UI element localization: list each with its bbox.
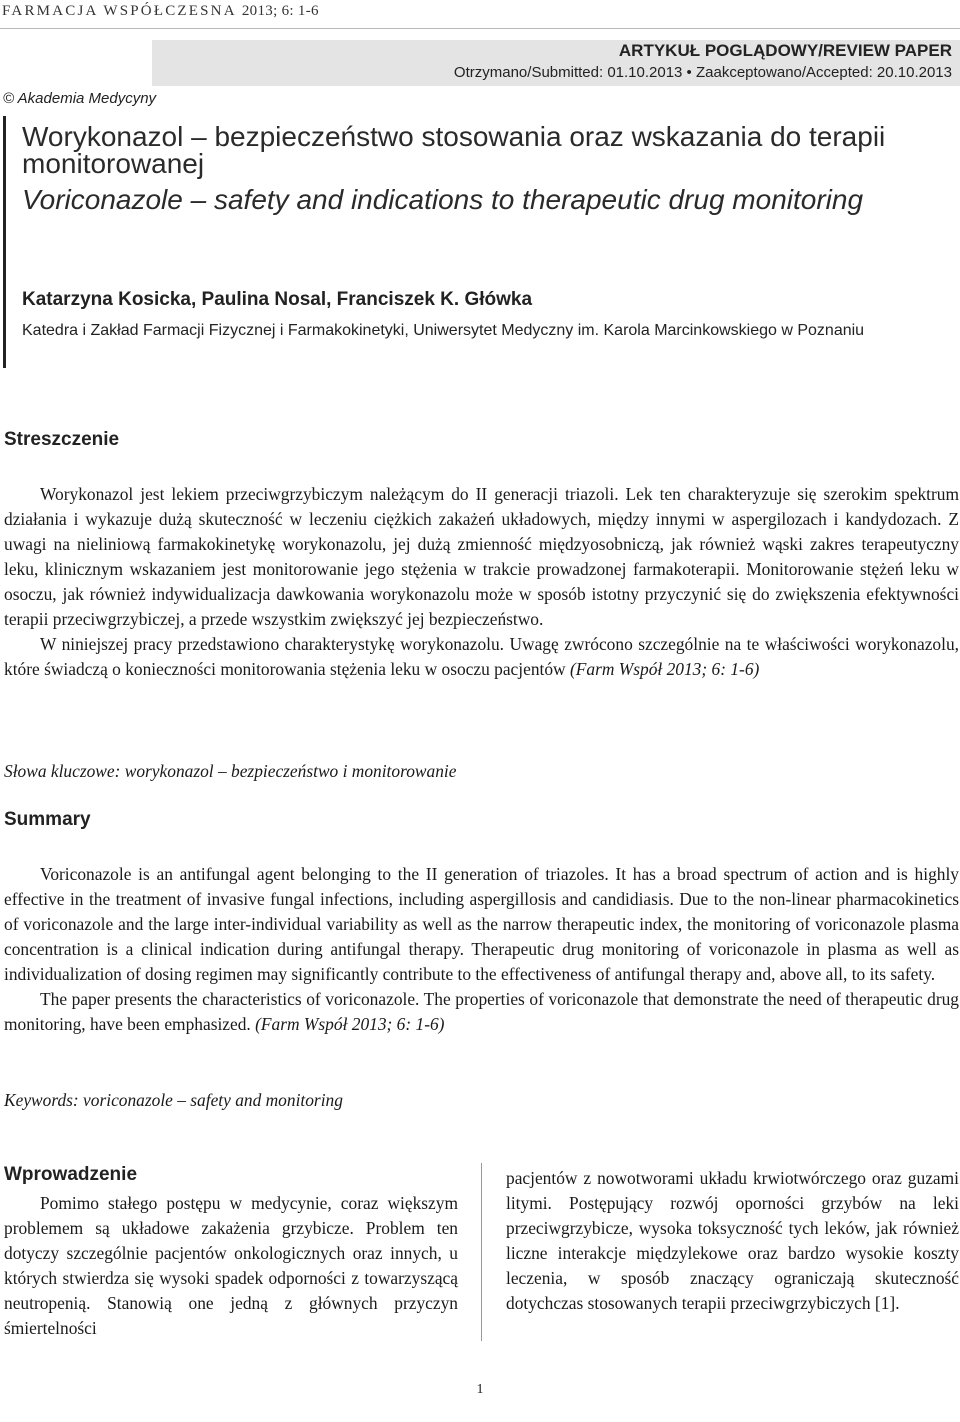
journal-issue: 2013; 6: 1-6	[241, 3, 319, 19]
column-divider	[481, 1163, 482, 1341]
wprowadzenie-left-text: Pomimo stałego postępu w medycynie, coraz większym problemem są układowe zakażenia grzybicze. Problem ten dotyczy szczególnie pacjentów onkologicznych oraz innych, u których stwierdza się wysoki spadek odporności z towarzyszącą neutropenią. Stanowią one jedną z głównych przyczyn śmiertelności	[4, 1193, 458, 1338]
streszczenie-paragraph-2-text: W niniejszej pracy przedstawiono charakterystykę worykonazolu. Uwagę zwrócono szczególnie na te właściwości worykonazolu, które świadczą o konieczności monitorowania stężenia leku w osoczu pacjentów	[4, 634, 959, 679]
journal-name: FARMACJA WSPÓŁCZESNA	[2, 3, 236, 19]
summary-paragraph-1: Voriconazole is an antifungal agent belonging to the II generation of triazoles. It has a broad spectrum of action and is highly effective in the treatment of invasive fungal infections, including aspergillosis and candidiasis. Due to the non-linear pharmacokinetics of voriconazole and the large inter-individual variability as well as the narrow therapeutic index, the monitoring of voriconazole plasma concentration is a clinical indication during antifungal therapy. Therapeutic drug monitoring of voriconazole in plasma as well as individualization of dosing regimen may significantly contribute to the effectiveness of antifungal therapy and, above all, to its safety.	[4, 864, 959, 984]
header-divider	[0, 28, 960, 29]
journal-title	[2, 3, 319, 20]
streszczenie-paragraph-1: Worykonazol jest lekiem przeciwgrzybiczym należącym do II generacji triazoli. Lek ten charakteryzuje się szerokim spektrum działania i wykazuje dużą skuteczność w leczeniu ciężkich zakażeń układowych, między innymi w aspergilozach i kandydozach. Z uwagi na nieliniową farmakokinetykę worykonazolu, jej dużą zmienność międzyosobniczą, jak również wąski zakres terapeutyczny leku, klinicznym wskazaniem jest monitorowanie jego stężenia w trakcie prowadzonej farmakoterapii. Monitorowanie stężeń leku w osoczu, jak również indywidualizacja dawkowania worykonazolu może w sposób istotny przyczynić się do zwiększenia efektywności terapii przeciwgrzybiczej, a przede wszystkim zwiększyć jej bezpieczeństwo.	[4, 484, 959, 629]
affiliation: Katedra i Zakład Farmacji Fizycznej i Farmakokinetyki, Uniwersytet Medyczny im. Karola Marcinkowskiego w Poznaniu	[22, 322, 865, 339]
wprowadzenie-right-column	[506, 1166, 959, 1316]
streszczenie-heading: Streszczenie	[4, 429, 120, 450]
title-english: Voriconazole – safety and indications to therapeutic drug monitoring	[22, 184, 864, 215]
article-type: ARTYKUŁ POGLĄDOWY/REVIEW PAPER	[618, 41, 952, 60]
summary-heading: Summary	[4, 809, 91, 830]
copyright-notice: © Akademia Medycyny	[3, 90, 157, 107]
streszczenie-paragraph-2	[4, 632, 959, 682]
submission-dates: Otrzymano/Submitted: 01.10.2013 • Zaakceptowano/Accepted: 20.10.2013	[453, 64, 952, 81]
page-number: 1	[476, 1382, 484, 1397]
title-polish: Worykonazol – bezpieczeństwo stosowania oraz wskazania do terapii monitorowanej	[22, 121, 886, 179]
wprowadzenie-left-column	[4, 1191, 458, 1341]
streszczenie-body	[4, 482, 959, 682]
streszczenie-citation: (Farm Współ 2013; 6: 1-6)	[569, 659, 760, 679]
summary-body	[4, 862, 959, 1037]
summary-keywords: Keywords: voriconazole – safety and monitoring	[4, 1090, 343, 1110]
summary-paragraph-2-text: The paper presents the characteristics of voriconazole. The properties of voriconazole that demonstrate the need of therapeutic drug monitoring, have been emphasized.	[4, 989, 959, 1034]
authors: Katarzyna Kosicka, Paulina Nosal, Franciszek K. Główka	[22, 289, 533, 310]
streszczenie-keywords: Słowa kluczowe: worykonazol – bezpieczeństwo i monitorowanie	[4, 761, 457, 781]
title-accent-bar	[3, 116, 6, 368]
summary-paragraph-2	[4, 987, 959, 1037]
wprowadzenie-right-text: pacjentów z nowotworami układu krwiotwórczego oraz guzami litymi. Postępujący rozwój oporności grzybów na leki przeciwgrzybicze, wysoka toksyczność tych leków, jak również liczne interakcje międzylekowe oraz bardzo wysokie koszty leczenia, w sposób znaczący ograniczają skuteczność dotychczas stosowanych terapii przeciwgrzybiczych [1].	[506, 1168, 959, 1313]
wprowadzenie-heading: Wprowadzenie	[4, 1164, 138, 1185]
summary-citation: (Farm Współ 2013; 6: 1-6)	[255, 1014, 445, 1034]
